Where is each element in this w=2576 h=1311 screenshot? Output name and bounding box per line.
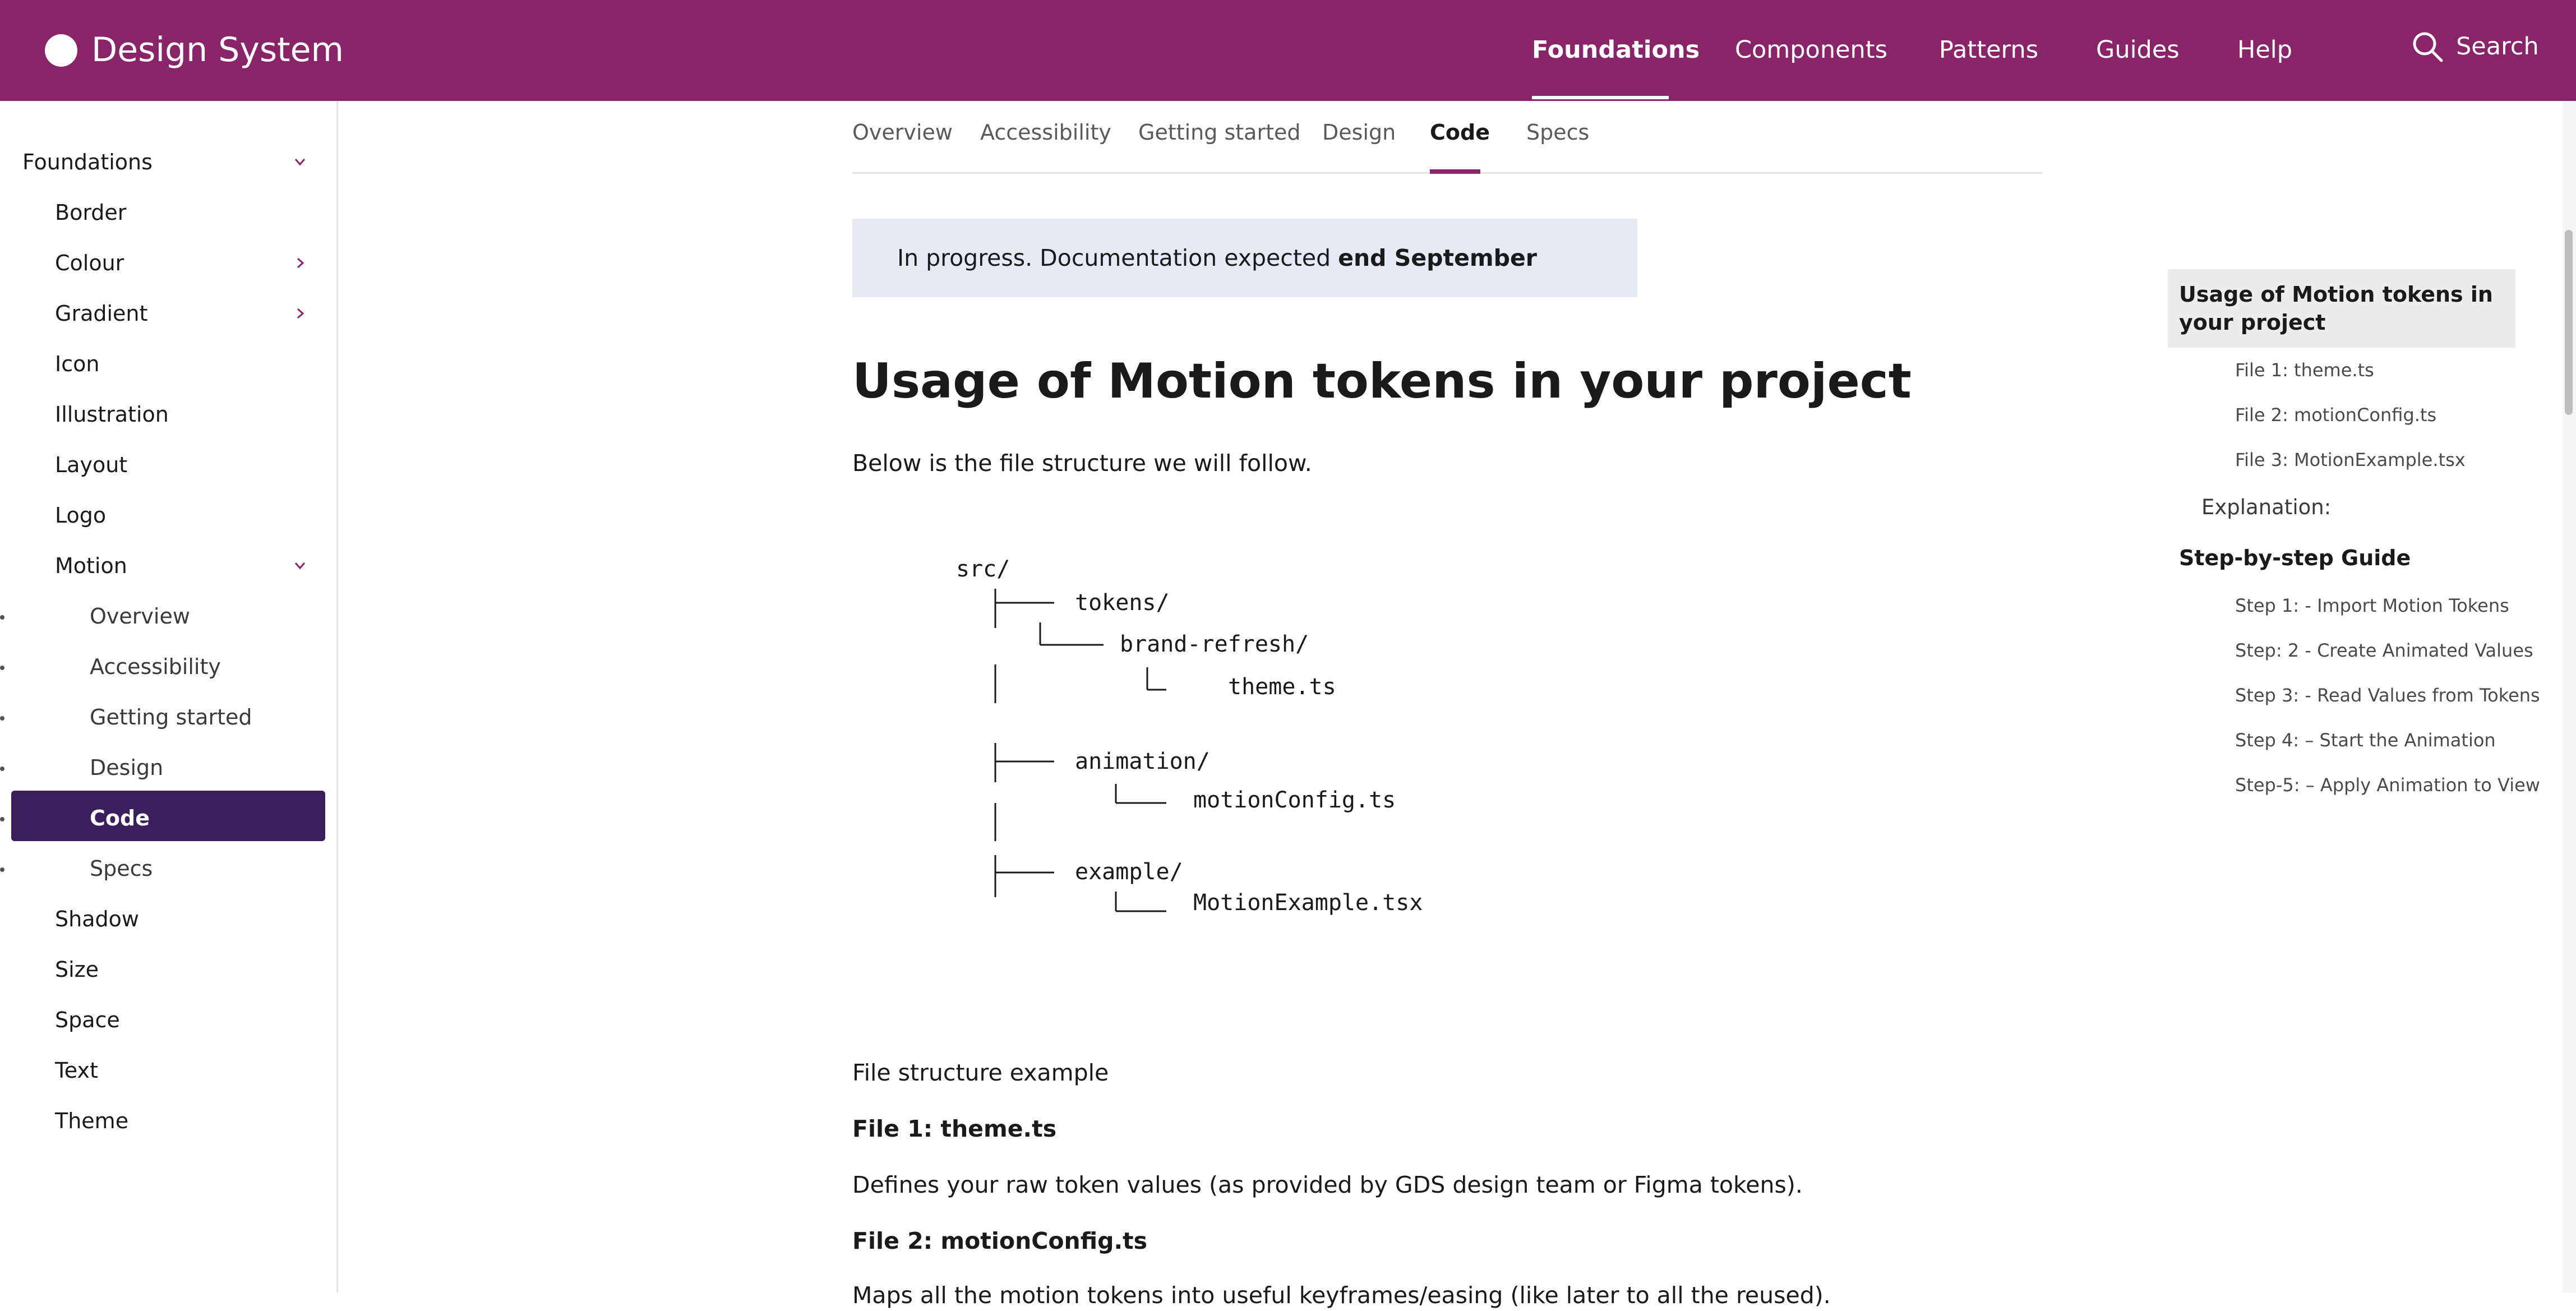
brand-title[interactable]: Design System	[91, 30, 344, 70]
sidebar-item-border[interactable]: Border	[55, 200, 127, 225]
sidebar-item-text[interactable]: Text	[55, 1058, 98, 1083]
logo-icon[interactable]	[45, 34, 77, 67]
sidebar-item-size[interactable]: Size	[55, 957, 99, 982]
search-label[interactable]: Search	[2456, 33, 2539, 61]
nav-guides[interactable]: Guides	[2096, 36, 2180, 64]
sidebar-active-highlight	[11, 791, 325, 841]
sidebar-item-logo[interactable]: Logo	[55, 503, 107, 528]
tree-theme-ts: theme.ts	[1228, 674, 1336, 700]
tree-brand-refresh: brand-refresh/	[1120, 631, 1309, 657]
toc-item-step2[interactable]: Step: 2 - Create Animated Values	[2235, 640, 2533, 661]
tab-design[interactable]: Design	[1322, 120, 1396, 145]
sidebar-item-colour[interactable]: Colour	[55, 251, 124, 275]
nav-patterns[interactable]: Patterns	[1939, 36, 2039, 64]
sidebar-item-specs[interactable]: Specs	[90, 856, 153, 881]
bullet-icon	[0, 867, 4, 872]
sidebar-item-code[interactable]: Code	[90, 806, 150, 830]
nav-active-indicator	[1532, 96, 1669, 99]
toc-item-step5[interactable]: Step-5: – Apply Animation to View	[2235, 774, 2540, 796]
tab-specs[interactable]: Specs	[1526, 120, 1590, 145]
file1-heading: File 1: theme.ts	[852, 1115, 1057, 1142]
toc-item-file3[interactable]: File 3: MotionExample.tsx	[2235, 449, 2466, 470]
sidebar-item-layout[interactable]: Layout	[55, 453, 128, 477]
sidebar-item-space[interactable]: Space	[55, 1008, 120, 1032]
tree-tokens: tokens/	[1075, 590, 1170, 616]
sidebar-item-accessibility[interactable]: Accessibility	[90, 654, 221, 679]
toc-item-step4[interactable]: Step 4: – Start the Animation	[2235, 730, 2496, 751]
bullet-icon	[0, 716, 4, 721]
toc-item-step-guide[interactable]: Step-by-step Guide	[2179, 546, 2411, 570]
chevron-down-icon[interactable]	[290, 556, 310, 575]
sidebar-item-illustration[interactable]: Illustration	[55, 402, 169, 427]
nav-help[interactable]: Help	[2237, 36, 2293, 64]
bullet-icon	[0, 615, 4, 620]
toc-item-explanation[interactable]: Explanation:	[2201, 495, 2332, 519]
page-title: Usage of Motion tokens in your project	[852, 353, 1912, 409]
tree-example: example/	[1075, 859, 1183, 885]
bullet-icon	[0, 666, 4, 670]
tree-motionexample-tsx: MotionExample.tsx	[1193, 890, 1423, 916]
tab-accessibility[interactable]: Accessibility	[980, 120, 1111, 145]
chevron-right-icon[interactable]	[290, 253, 310, 273]
sidebar-item-gradient[interactable]: Gradient	[55, 301, 148, 326]
top-header	[0, 0, 2576, 101]
sidebar	[0, 101, 338, 1292]
toc-item-step1[interactable]: Step 1: - Import Motion Tokens	[2235, 595, 2509, 616]
tree-caption: File structure example	[852, 1059, 1109, 1086]
notice-emphasis: end September	[1338, 244, 1537, 271]
sidebar-item-icon[interactable]: Icon	[55, 352, 100, 376]
notice-text: In progress. Documentation expected end September	[897, 244, 1537, 271]
tab-active-indicator	[1430, 169, 1480, 174]
tab-code[interactable]: Code	[1430, 120, 1490, 145]
nav-components[interactable]: Components	[1735, 36, 1888, 64]
tree-animation: animation/	[1075, 749, 1210, 774]
tab-getting-started[interactable]: Getting started	[1138, 120, 1301, 145]
file2-heading: File 2: motionConfig.ts	[852, 1227, 1148, 1254]
sidebar-item-overview[interactable]: Overview	[90, 604, 190, 629]
chevron-right-icon[interactable]	[290, 304, 310, 323]
tree-motionconfig-ts: motionConfig.ts	[1193, 787, 1396, 813]
scrollbar-thumb[interactable]	[2565, 230, 2573, 415]
sidebar-item-foundations[interactable]: Foundations	[22, 150, 153, 174]
sidebar-item-shadow[interactable]: Shadow	[55, 907, 139, 931]
intro-text: Below is the file structure we will follow.	[852, 450, 1312, 477]
toc-item-file1[interactable]: File 1: theme.ts	[2235, 359, 2374, 381]
file2-description: Maps all the motion tokens into useful keyframes/easing (like later to all the reused).	[852, 1282, 1831, 1309]
progress-notice	[852, 219, 1637, 297]
tab-overview[interactable]: Overview	[852, 120, 953, 145]
toc-item-file2[interactable]: File 2: motionConfig.ts	[2235, 404, 2437, 426]
bullet-icon	[0, 767, 4, 771]
nav-foundations[interactable]: Foundations	[1532, 36, 1700, 64]
tree-src: src/	[956, 556, 1010, 582]
search-icon[interactable]	[2410, 29, 2445, 64]
bullet-icon	[0, 817, 4, 821]
file1-description: Defines your raw token values (as provided by GDS design team or Figma tokens).	[852, 1171, 1803, 1198]
sidebar-item-design[interactable]: Design	[90, 755, 164, 780]
toc-item-step3[interactable]: Step 3: - Read Values from Tokens	[2235, 685, 2540, 706]
chevron-down-icon[interactable]	[290, 153, 310, 172]
sidebar-item-getting-started[interactable]: Getting started	[90, 705, 252, 730]
sidebar-item-motion[interactable]: Motion	[55, 553, 127, 578]
toc-item-usage[interactable]: Usage of Motion tokens in your project	[2179, 282, 2493, 335]
sidebar-item-theme[interactable]: Theme	[55, 1109, 129, 1133]
